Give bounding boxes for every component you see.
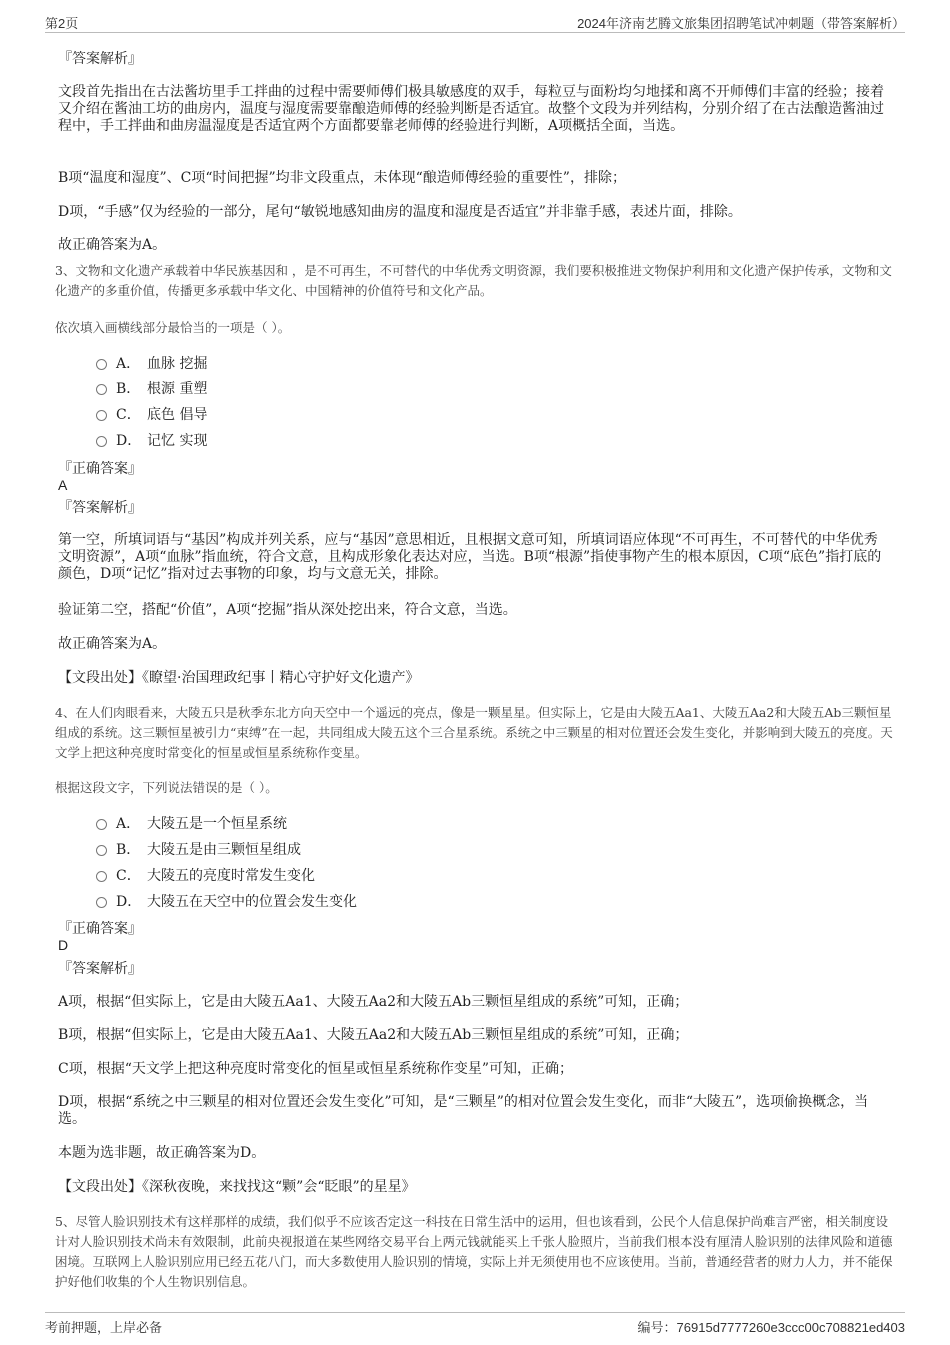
question-4-text: 4、在人们肉眼看来，大陵五只是秋季东北方向天空中一个遥远的亮点，像是一颗星星。但实际上，它是由大陵五Aa1、大陵五Aa2和大陵五Ab三颗恒星组成的系统。这三颗恒星被引力“束缚”在一起，共同组成大陵五这个三合星系统。系统之中三颗星的相对位置还会发生变化，并影响到大陵五的亮度。天文学上把这种亮度时常变化的恒星或恒星系统称作变星。 bbox=[55, 705, 893, 760]
option-letter: A． bbox=[116, 816, 141, 832]
option-text: 大陵五的亮度时常发生变化 bbox=[147, 868, 315, 884]
option-text: 底色 倡导 bbox=[147, 407, 208, 423]
page-footer bbox=[45, 1312, 905, 1337]
analysis-paragraph: C项，根据“天文学上把这种亮度时常变化的恒星或恒星系统称作变星”可知，正确； bbox=[58, 1061, 574, 1077]
question-5-text: 5、尽管人脸识别技术有这样那样的成绩，我们似乎不应该否定这一科技在日常生活中的运用，但也该看到，公民个人信息保护尚难言严密，相关制度设计对人脸识别技术尚未有效限制，此前央视报道在某些网络交易平台上两元钱就能买上千张人脸照片，当前我们根本没有厘清人脸识别的法律风险和道德困境。互联网上人脸识别应用已经五花八门，而大多数使用人脸识别的情境，实际上并无须使用也不应该使用。当前，普通经营者的财力人力，并不能保护好他们收集的个人生物识别信息。 bbox=[55, 1214, 893, 1289]
footer-slogan: 考前押题，上岸必备 bbox=[45, 1320, 163, 1335]
radio-icon[interactable] bbox=[96, 410, 107, 421]
analysis-conclusion: 故正确答案为A。 bbox=[58, 636, 167, 652]
option-b[interactable] bbox=[96, 378, 207, 398]
option-text: 记忆 实现 bbox=[147, 433, 208, 449]
analysis-paragraph: 第一空，所填词语与“基因”构成并列关系，应与“基因”意思相近，且根据文意可知，所填词语应体现“不可再生，不可替代的中华优秀文明资源”，A项“血脉”指血统，符合文意，且构成形象化表达对应，当选。B项“根源”指使事物产生的根本原因，C项“底色”指打底的颜色，D项“记忆”指对过去事物的印象，均与文意无关，排除。 bbox=[58, 532, 882, 582]
option-text: 大陵五在天空中的位置会发生变化 bbox=[147, 894, 357, 910]
option-letter: A． bbox=[116, 356, 141, 372]
question-3-text: 3、文物和文化遗产承载着中华民族基因和 ，是不可再生，不可替代的中华优秀文明资源，我们要积极推进文物保护利用和文化遗产保护传承，文物和文化遗产的多重价值，传播更多承载中华文化、中国精神的价值符号和文化产品。 bbox=[55, 263, 892, 298]
radio-icon[interactable] bbox=[96, 384, 107, 395]
radio-icon[interactable] bbox=[96, 819, 107, 830]
correct-answer-label: 『正确答案』 bbox=[58, 921, 142, 937]
analysis-label: 『答案解析』 bbox=[58, 51, 142, 67]
option-text: 大陵五是一个恒星系统 bbox=[147, 816, 287, 832]
option-text: 血脉 挖掘 bbox=[147, 356, 208, 372]
analysis-paragraph: 验证第二空，搭配“价值”，A项“挖掘”指从深处挖出来，符合文意，当选。 bbox=[58, 602, 517, 618]
analysis-paragraph: B项“温度和湿度”、C项“时间把握”均非文段重点，未体现“酿造师傅经验的重要性”，排除； bbox=[58, 170, 626, 186]
radio-icon[interactable] bbox=[96, 897, 107, 908]
question-3-prompt: 依次填入画横线部分最恰当的一项是（ ）。 bbox=[55, 320, 291, 335]
source-citation: 【文段出处】《深秋夜晚，来找找这“颗”会“眨眼”的星星》 bbox=[58, 1179, 416, 1195]
option-c[interactable] bbox=[96, 404, 207, 424]
option-a[interactable] bbox=[96, 353, 207, 373]
option-b[interactable] bbox=[96, 839, 301, 859]
correct-answer: D bbox=[58, 937, 69, 953]
analysis-label: 『答案解析』 bbox=[58, 961, 142, 977]
radio-icon[interactable] bbox=[96, 436, 107, 447]
analysis-conclusion: 本题为选非题，故正确答案为D。 bbox=[58, 1145, 266, 1161]
question-4-prompt: 根据这段文字，下列说法错误的是（ ）。 bbox=[55, 780, 278, 795]
option-d[interactable] bbox=[96, 430, 207, 450]
document-title: 2024年济南艺腾文旅集团招聘笔试冲刺题（带答案解析） bbox=[577, 16, 905, 31]
option-letter: D． bbox=[116, 894, 142, 910]
page-header bbox=[45, 10, 905, 33]
option-letter: D． bbox=[116, 433, 142, 449]
radio-icon[interactable] bbox=[96, 871, 107, 882]
analysis-conclusion: 故正确答案为A。 bbox=[58, 237, 167, 253]
analysis-paragraph: A项，根据“但实际上，它是由大陵五Aa1、大陵五Aa2和大陵五Ab三颗恒星组成的系统”可知，正确； bbox=[58, 994, 689, 1010]
option-letter: C． bbox=[116, 407, 141, 423]
analysis-paragraph: 文段首先指出在古法酱坊里手工拌曲的过程中需要师傅们极具敏感度的双手，每粒豆与面粉均匀地揉和离不开师傅们丰富的经验；接着又介绍在酱油工坊的曲房内，温度与湿度需要靠酿造师傅的经验判断是否适宜。故整个文段为并列结构，分别介绍了在古法酿造酱油过程中，手工拌曲和曲房温湿度是否适宜两个方面都要靠老师傅的经验进行判断，A项概括全面，当选。 bbox=[58, 84, 884, 134]
analysis-paragraph: B项，根据“但实际上，它是由大陵五Aa1、大陵五Aa2和大陵五Ab三颗恒星组成的系统”可知，正确； bbox=[58, 1027, 689, 1043]
option-letter: C． bbox=[116, 868, 141, 884]
option-text: 根源 重塑 bbox=[147, 381, 208, 397]
option-c[interactable] bbox=[96, 865, 315, 885]
option-letter: B． bbox=[116, 381, 141, 397]
page-number: 第2页 bbox=[45, 16, 79, 31]
analysis-paragraph: D项，“手感”仅为经验的一部分，尾句“敏锐地感知曲房的温度和湿度是否适宜”并非靠手感，表述片面，排除。 bbox=[58, 204, 742, 220]
analysis-paragraph: D项，根据“系统之中三颗星的相对位置还会发生变化”可知，是“三颗星”的相对位置会发生变化，而非“大陵五”，选项偷换概念，当选。 bbox=[58, 1094, 869, 1127]
radio-icon[interactable] bbox=[96, 845, 107, 856]
correct-answer-label: 『正确答案』 bbox=[58, 461, 142, 477]
option-a[interactable] bbox=[96, 813, 287, 833]
option-d[interactable] bbox=[96, 891, 357, 911]
correct-answer: A bbox=[58, 477, 68, 493]
option-letter: B． bbox=[116, 842, 141, 858]
document-id: 编号：76915d7777260e3ccc00c708821ed403 bbox=[637, 1320, 905, 1335]
analysis-label: 『答案解析』 bbox=[58, 500, 142, 516]
source-citation: 【文段出处】《瞭望·治国理政纪事丨精心守护好文化遗产》 bbox=[58, 670, 420, 686]
radio-icon[interactable] bbox=[96, 359, 107, 370]
option-text: 大陵五是由三颗恒星组成 bbox=[147, 842, 301, 858]
